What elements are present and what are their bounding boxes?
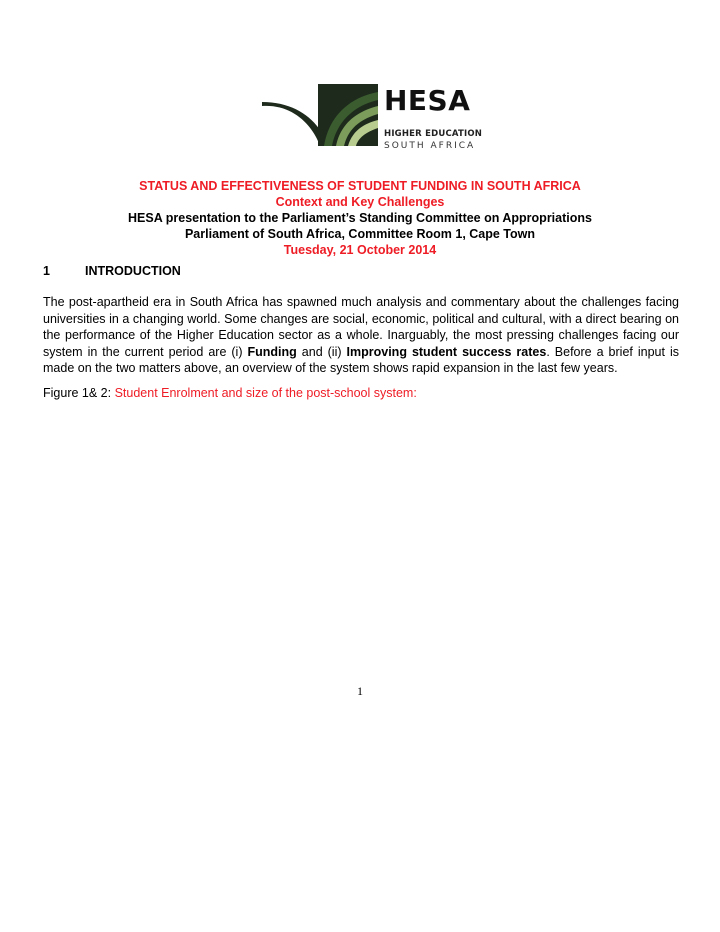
intro-text: The post-apartheid era in South Africa has spawned much analysis and commentary about the challenges facing universities in a changing world. Some changes are social, economic, political and cultural, with a direct bearing on the performance of the Higher Education sector as a whole. Inarguably, the most pressing challenges facing our system in the current period are (i)	[43, 295, 679, 359]
intro-bold-funding: Funding	[247, 344, 297, 359]
page-number: 1	[357, 684, 363, 698]
logo-subtitle-line1: HIGHER EDUCATION	[384, 129, 483, 139]
date-line: Tuesday, 21 October 2014	[283, 243, 437, 257]
figure-label: Figure 1& 2:	[43, 386, 115, 400]
presentation-line: HESA presentation to the Parliament’s Standing Committee on Appropriations	[128, 211, 592, 225]
logo-wordmark: HESA	[384, 84, 471, 117]
section-heading	[43, 264, 181, 278]
document-subtitle: Context and Key Challenges	[275, 195, 445, 209]
document-title: STATUS AND EFFECTIVENESS OF STUDENT FUNDING IN SOUTH AFRICA	[139, 179, 581, 193]
intro-paragraph	[43, 294, 679, 377]
venue-line: Parliament of South Africa, Committee Room 1, Cape Town	[184, 227, 536, 241]
intro-text: . Before a brief input is made on the two matters above, an overview of the system shows rapid expansion in the last few years.	[43, 344, 680, 375]
figure-caption-text: Student Enrolment and size of the post-school system:	[114, 386, 417, 400]
section-title: INTRODUCTION	[85, 264, 181, 278]
section-number: 1	[43, 264, 50, 278]
figure-caption	[43, 386, 417, 400]
intro-bold-success: Improving student success rates	[346, 344, 547, 359]
hesa-logo	[262, 84, 486, 160]
hesa-logo-mark-icon	[262, 84, 382, 160]
intro-text: and (ii)	[296, 344, 347, 359]
logo-subtitle-line2: SOUTH AFRICA	[384, 141, 476, 151]
